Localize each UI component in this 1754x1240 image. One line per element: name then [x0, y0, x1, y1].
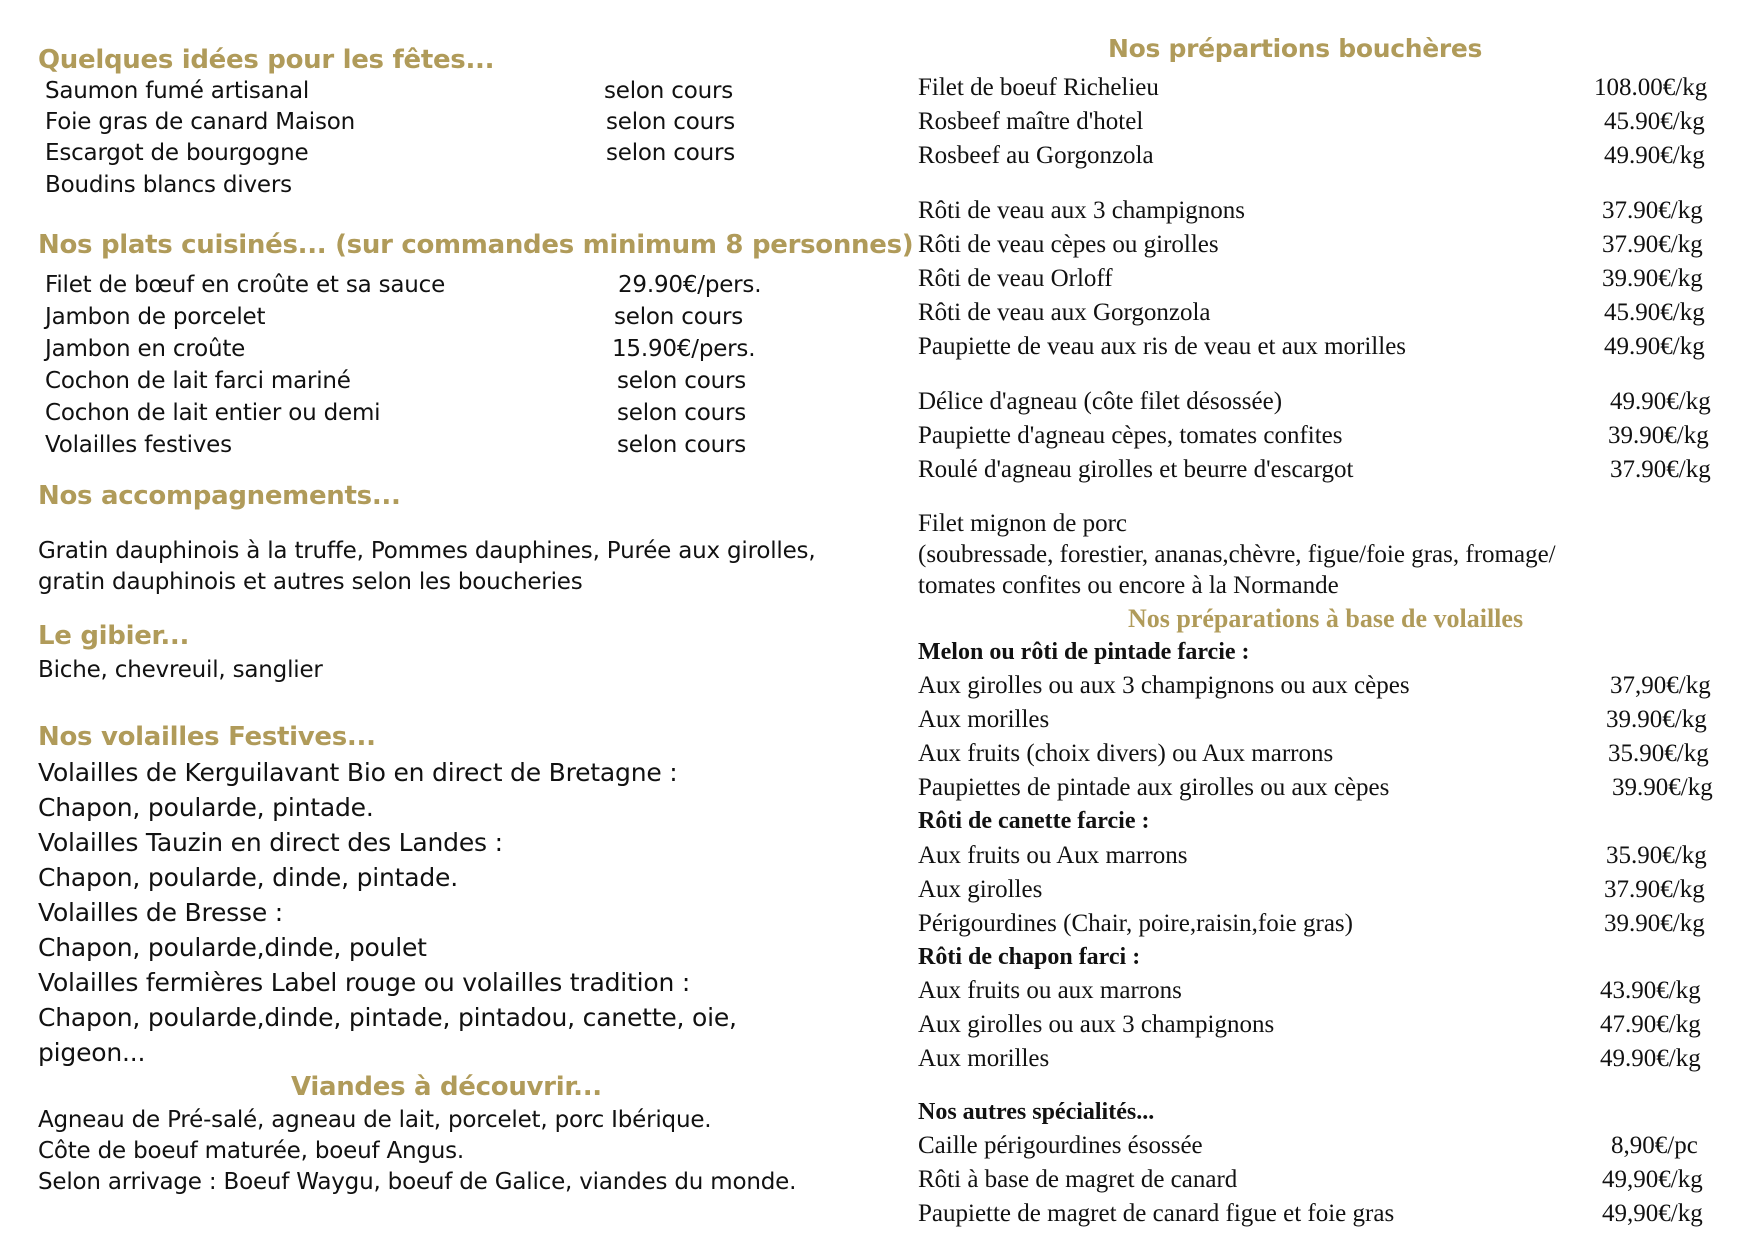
- volailles-line: Chapon, poularde, dinde, pintade.: [38, 863, 458, 892]
- list-item-name: Aux morilles: [918, 1045, 1050, 1072]
- list-item-name: Escargot de bourgogne: [45, 140, 309, 166]
- list-item-name: Délice d'agneau (côte filet désossée): [918, 388, 1283, 415]
- volailles-line: Volailles Tauzin en direct des Landes :: [38, 828, 503, 857]
- list-item-name: Volailles festives: [45, 432, 232, 458]
- list-item-name: Caille périgourdines ésossée: [918, 1132, 1203, 1159]
- list-item-price: 35.90€/kg: [1606, 842, 1707, 869]
- section-title-plats: Nos plats cuisinés... (sur commandes minimum 8 personnes): [38, 230, 914, 260]
- section-title-volailles-preparations: Nos préparations à base de volailles: [1128, 604, 1524, 633]
- volailles-line: Volailles de Bresse :: [38, 898, 283, 927]
- viandes-line: Côte de boeuf maturée, boeuf Angus.: [38, 1138, 465, 1164]
- section-title-volailles-festives: Nos volailles Festives...: [38, 722, 376, 752]
- list-item-name: Rôti de veau cèpes ou girolles: [918, 231, 1219, 258]
- accompagnements-line: gratin dauphinois et autres selon les boucheries: [38, 569, 583, 595]
- list-item-price: 49.90€/kg: [1610, 388, 1711, 415]
- list-item-price: 39.90€/kg: [1608, 422, 1709, 449]
- list-item-price: 39.90€/kg: [1612, 774, 1713, 801]
- list-item-price: 43.90€/kg: [1600, 977, 1701, 1004]
- subtitle-chapon: Rôti de chapon farci :: [918, 944, 1141, 970]
- porc-line: (soubressade, forestier, ananas,chèvre, figue/foie gras, fromage/: [918, 541, 1556, 568]
- list-item-price: selon cours: [617, 400, 747, 426]
- list-item-name: Filet de boeuf Richelieu: [918, 74, 1159, 101]
- volailles-line: Chapon, poularde, pintade.: [38, 793, 374, 822]
- list-item-price: selon cours: [606, 109, 736, 135]
- list-item-name: Rôti de veau Orloff: [918, 265, 1113, 292]
- list-item-price: selon cours: [617, 432, 747, 458]
- list-item-price: 49.90€/kg: [1604, 142, 1705, 169]
- list-item-name: Rôti à base de magret de canard: [918, 1166, 1238, 1193]
- list-item-price: 39.90€/kg: [1604, 910, 1705, 937]
- gibier-text: Biche, chevreuil, sanglier: [38, 657, 323, 683]
- viandes-line: Selon arrivage : Boeuf Waygu, boeuf de Galice, viandes du monde.: [38, 1169, 797, 1195]
- section-title-viandes: Viandes à découvrir...: [291, 1072, 602, 1102]
- list-item-name: Aux girolles ou aux 3 champignons ou aux cèpes: [918, 672, 1410, 699]
- list-item-price: 37.90€/kg: [1602, 231, 1703, 258]
- list-item-name: Saumon fumé artisanal: [45, 78, 310, 104]
- volailles-line: Volailles fermières Label rouge ou volailles tradition :: [38, 968, 691, 997]
- volailles-line: Volailles de Kerguilavant Bio en direct de Bretagne :: [38, 758, 678, 787]
- list-item-price: 15.90€/pers.: [612, 336, 756, 362]
- viandes-line: Agneau de Pré-salé, agneau de lait, porcelet, porc Ibérique.: [38, 1107, 712, 1133]
- list-item-name: Aux fruits ou aux marrons: [918, 977, 1182, 1004]
- list-item-name: Rosbeef au Gorgonzola: [918, 142, 1154, 169]
- list-item-name: Paupiette d'agneau cèpes, tomates confites: [918, 422, 1343, 449]
- list-item-price: 49.90€/kg: [1604, 333, 1705, 360]
- list-item-price: 37.90€/kg: [1604, 876, 1705, 903]
- porc-line: tomates confites ou encore à la Normande: [918, 572, 1339, 599]
- list-item-price: 47.90€/kg: [1600, 1011, 1701, 1038]
- list-item-name: Filet de bœuf en croûte et sa sauce: [45, 272, 446, 298]
- list-item-name: Rôti de veau aux 3 champignons: [918, 197, 1246, 224]
- section-title-fetes: Quelques idées pour les fêtes...: [38, 45, 495, 75]
- list-item-price: 108.00€/kg: [1594, 74, 1708, 101]
- list-item-name: Périgourdines (Chair, poire,raisin,foie gras): [918, 910, 1353, 937]
- volailles-line: Chapon, poularde,dinde, poulet: [38, 933, 427, 962]
- volailles-line: Chapon, poularde,dinde, pintade, pintadou, canette, oie,: [38, 1003, 737, 1032]
- list-item-price: selon cours: [606, 140, 736, 166]
- list-item-price: 8,90€/pc: [1611, 1132, 1698, 1159]
- list-item-price: 37.90€/kg: [1610, 456, 1711, 483]
- section-title-accompagnements: Nos accompagnements...: [38, 481, 401, 511]
- list-item-price: 35.90€/kg: [1608, 740, 1709, 767]
- list-item-price: 37,90€/kg: [1610, 672, 1711, 699]
- list-item-name: Cochon de lait farci mariné: [45, 368, 351, 394]
- list-item-name: Aux girolles: [918, 876, 1043, 903]
- list-item-price: 49,90€/kg: [1602, 1200, 1703, 1227]
- subtitle-canette: Rôti de canette farcie :: [918, 808, 1150, 834]
- list-item-price: 49.90€/kg: [1600, 1045, 1701, 1072]
- list-item-name: Paupiettes de pintade aux girolles ou aux cèpes: [918, 774, 1390, 801]
- section-title-boucheres: Nos prépartions bouchères: [1108, 34, 1483, 63]
- list-item-name: Aux fruits ou Aux marrons: [918, 842, 1188, 869]
- list-item-price: 49,90€/kg: [1602, 1166, 1703, 1193]
- list-item-price: selon cours: [614, 304, 744, 330]
- list-item-price: 45.90€/kg: [1604, 108, 1705, 135]
- list-item-name: Rôti de veau aux Gorgonzola: [918, 299, 1211, 326]
- list-item-name: Aux fruits (choix divers) ou Aux marrons: [918, 740, 1334, 767]
- list-item-price: 45.90€/kg: [1604, 299, 1705, 326]
- list-item-price: selon cours: [617, 368, 747, 394]
- subtitle-pintade: Melon ou rôti de pintade farcie :: [918, 639, 1250, 665]
- list-item-name: Jambon en croûte: [45, 336, 246, 362]
- list-item-name: Aux girolles ou aux 3 champignons: [918, 1011, 1275, 1038]
- accompagnements-line: Gratin dauphinois à la truffe, Pommes dauphines, Purée aux girolles,: [38, 538, 816, 564]
- porc-line: Filet mignon de porc: [918, 510, 1127, 537]
- section-title-autres: Nos autres spécialités...: [918, 1099, 1155, 1125]
- list-item-name: Foie gras de canard Maison: [45, 109, 355, 135]
- list-item-price: 39.90€/kg: [1602, 265, 1703, 292]
- section-title-gibier: Le gibier...: [38, 621, 190, 651]
- list-item-name: Cochon de lait entier ou demi: [45, 400, 381, 426]
- list-item-name: Paupiette de veau aux ris de veau et aux morilles: [918, 333, 1407, 360]
- list-item-name: Boudins blancs divers: [45, 172, 292, 198]
- list-item-name: Rosbeef maître d'hotel: [918, 108, 1144, 135]
- list-item-name: Paupiette de magret de canard figue et foie gras: [918, 1200, 1395, 1227]
- list-item-price: 39.90€/kg: [1606, 706, 1707, 733]
- list-item-name: Roulé d'agneau girolles et beurre d'escargot: [918, 456, 1354, 483]
- list-item-price: 37.90€/kg: [1602, 197, 1703, 224]
- list-item-name: Aux morilles: [918, 706, 1050, 733]
- volailles-line: pigeon...: [38, 1038, 146, 1067]
- list-item-name: Jambon de porcelet: [45, 304, 266, 330]
- list-item-price: selon cours: [604, 78, 734, 104]
- list-item-price: 29.90€/pers.: [618, 272, 762, 298]
